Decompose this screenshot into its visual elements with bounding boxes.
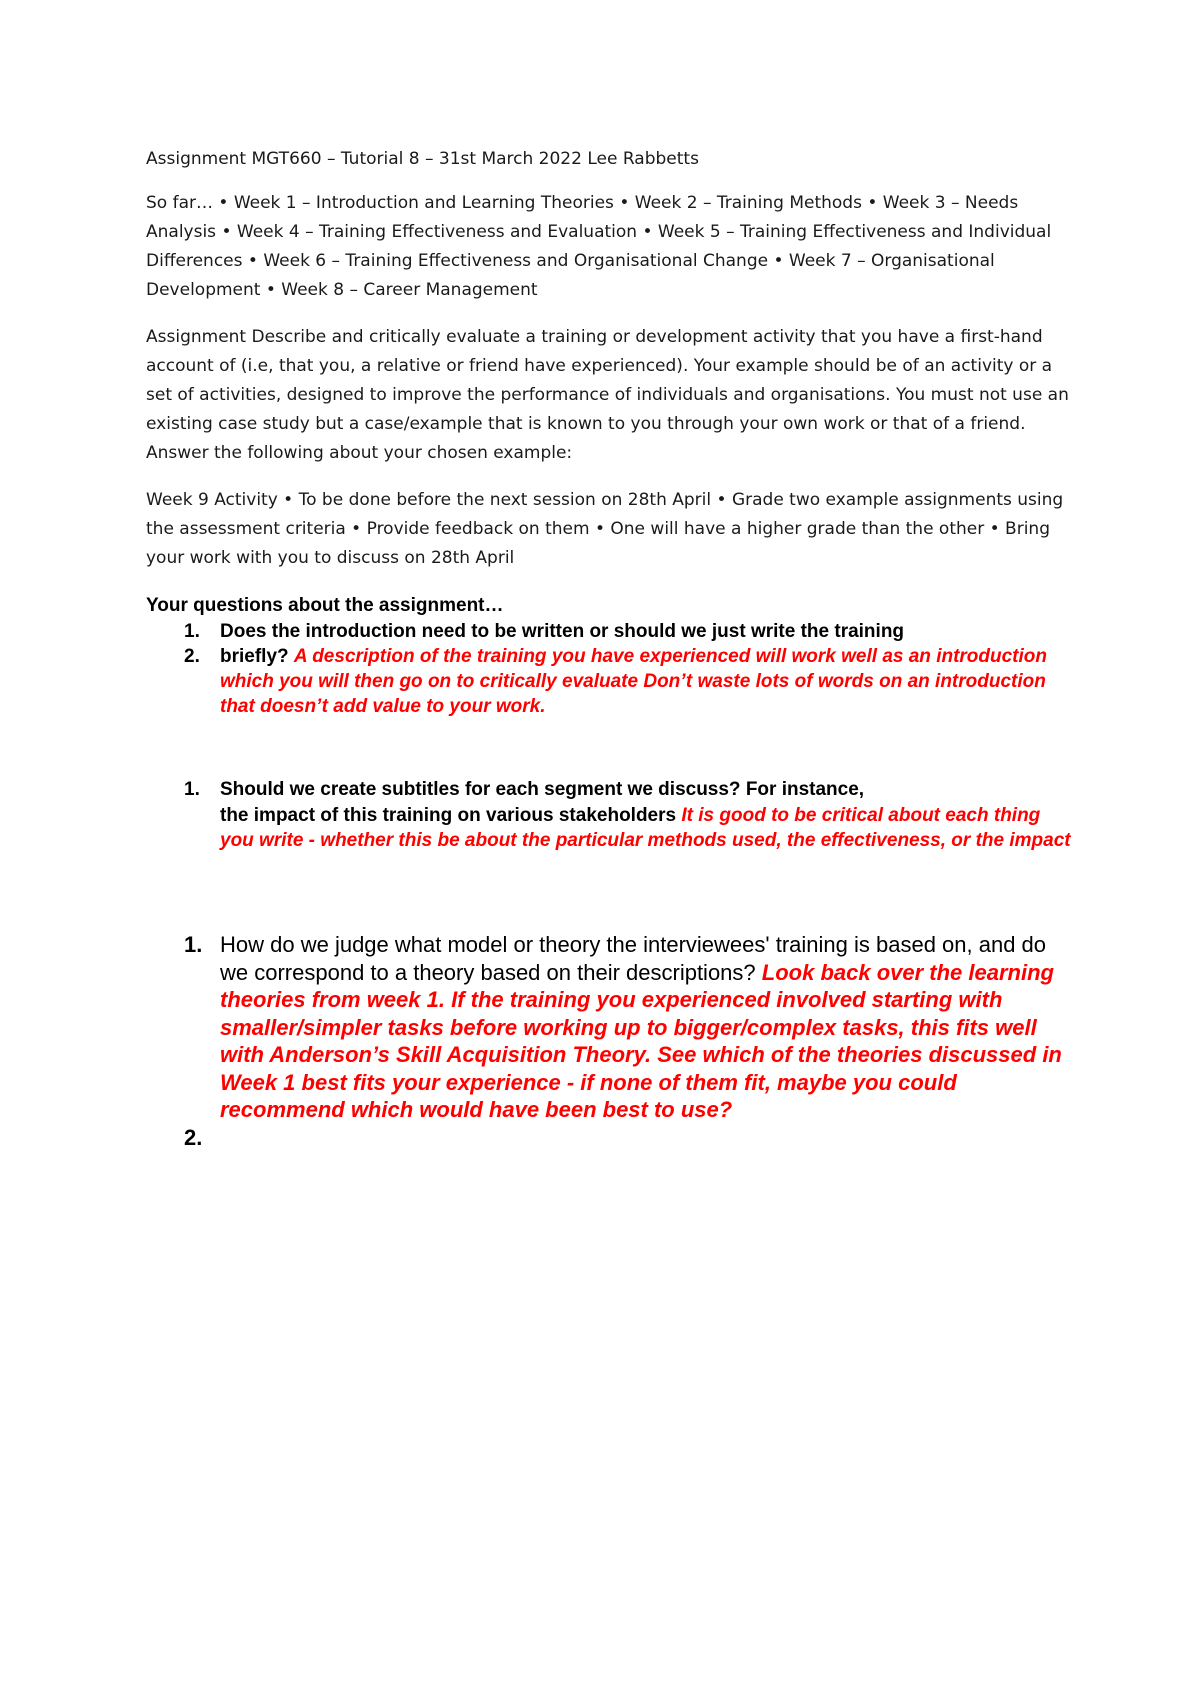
question-text: briefly? xyxy=(220,646,289,667)
tutor-answer: Look back over the learning theories from week 1. If the training you experienced involved starting with smaller/simpler tasks before working up to bigger/complex tasks, this fits well with Anderson’s Skill Acquisition Theory. See which of the theories discussed in Week 1 best fits your experience - if none of them fit, maybe you could recommend which would have been best to use? xyxy=(220,959,1062,1122)
list-item xyxy=(146,931,1076,1124)
questions-heading: Your questions about the assignment… xyxy=(146,595,504,616)
document-title-line: Assignment MGT660 – Tutorial 8 – 31st March 2022 Lee Rabbetts xyxy=(146,149,699,169)
question-group-introduction xyxy=(146,619,1076,719)
question-text: How do we judge what model or theory the interviewees' training is based on, and do we correspond to a theory based on their descriptions? xyxy=(220,932,1047,985)
tutor-answer: A description of the training you have experienced will work well as an introduction which you will then go on to critically evaluate Don’t waste lots of words on an introduction that doesn’t add value to your work. xyxy=(220,646,1048,717)
question-text: the impact of this training on various stakeholders xyxy=(220,804,677,826)
week9-activity-paragraph: Week 9 Activity • To be done before the next session on 28th April • Grade two example assignments using the assessment criteria • Provide feedback on them • One will have a higher grade than the other • Bring your work with you to discuss on 28th April xyxy=(146,490,1064,568)
question-group-theory xyxy=(146,931,1076,1151)
tutor-answer: It is good to be critical about each thing you write - whether this be about the particular methods used, the effectiveness, or the impact xyxy=(220,804,1071,851)
list-number: 2. xyxy=(184,1124,203,1150)
list-number: 2. xyxy=(184,646,200,667)
question-text: Should we create subtitles for each segment we discuss? For instance, xyxy=(220,779,865,800)
list-number: 1. xyxy=(184,621,200,642)
question-list xyxy=(146,931,1076,1151)
so-far-paragraph: So far… • Week 1 – Introduction and Learning Theories • Week 2 – Training Methods • Week 3 – Needs Analysis • Week 4 – Training Effectiveness and Evaluation • Week 5 – Training Effectiveness and Individual Differences • Week 6 – Training Effectiveness and Organisational Change • Week 7 – Organisational Development • Week 8 – Career Management xyxy=(146,193,1052,300)
list-item xyxy=(146,777,1076,854)
question-list xyxy=(146,619,1076,719)
question-group-subtitles xyxy=(146,777,1076,854)
question-text: Does the introduction need to be written or should we just write the training xyxy=(220,621,905,642)
list-number: 1. xyxy=(184,932,203,957)
list-number: 1. xyxy=(184,779,200,800)
list-item xyxy=(146,644,1076,719)
question-list xyxy=(146,777,1076,854)
list-item xyxy=(146,619,1076,644)
list-item xyxy=(146,1124,1076,1152)
assignment-paragraph: Assignment Describe and critically evaluate a training or development activity that you have a first-hand account of (i.e, that you, a relative or friend have experienced). Your example should be of an activity or a set of activities, designed to improve the performance of individuals and organisations. You must not use an existing case study but a case/example that is known to you through your own work or that of a friend. Answer the following about your chosen example: xyxy=(146,327,1069,463)
